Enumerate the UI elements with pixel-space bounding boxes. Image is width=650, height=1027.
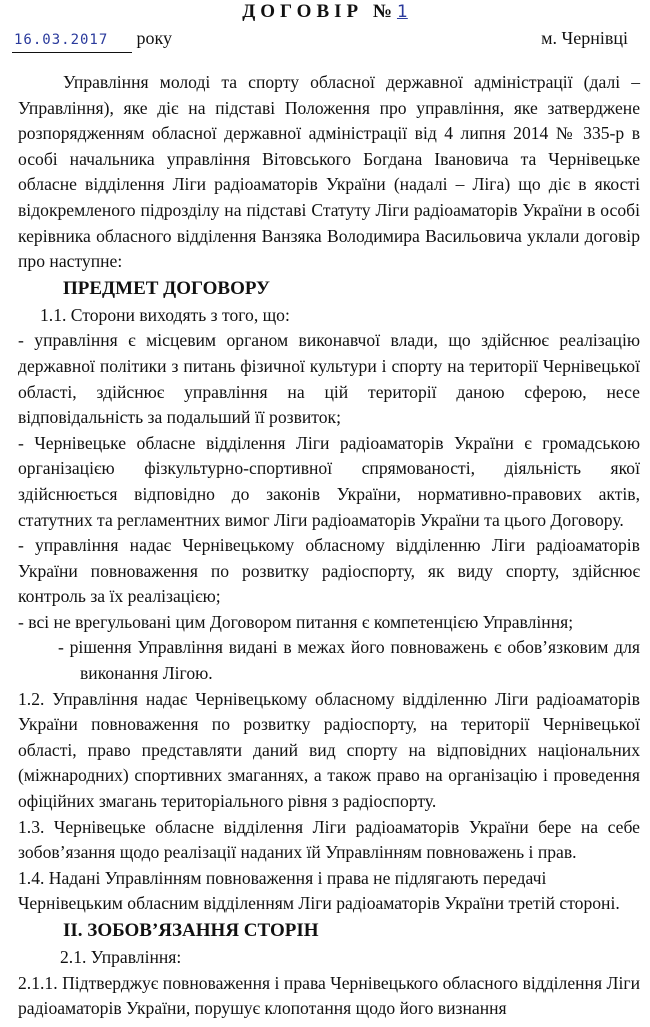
clause-1-4a: 1.4. Надані Управлінням повноваження і права не підлягають передачі [18, 867, 547, 888]
bullet-1: - управління є місцевим органом виконавчої влади, що здійснює реалізацію державної політики з питань фізичної культури і спорту на території Чернівецької області, здійснює управління на цій території даною сферою, несе відповідальність за подальший її розвиток; [18, 330, 640, 428]
document-title [0, 0, 650, 24]
clause-1-3: 1.3. Чернівецьке обласне відділення Ліги радіоаматорів України бере на себе зобов’язання щодо реалізації наданих їй Управлінням повноважень і прав. [18, 816, 640, 863]
clause-1-4b: Чернівецьким обласним відділенням Ліги радіоаматорів України третій стороні. [18, 893, 620, 914]
clause-2-1: 2.1. Управління: [60, 947, 182, 967]
bullet-3: - управління надає Чернівецькому обласному відділенню Ліги радіоаматорів України повноваження по розвитку радіоспорту, як виду спорту, здійснює контроль за їх реалізацією; [18, 535, 640, 607]
clause-1-1: 1.1. Сторони виходять з того, що: [40, 304, 290, 325]
section-2-heading: ІІ. ЗОБОВ’ЯЗАННЯ СТОРІН [63, 920, 319, 941]
clause-1-2: 1.2. Управління надає Чернівецькому обласному відділенню Ліги радіоаматорів України повноваження по розвитку радіоспорту, на території Чернівецької області, право представляти даний вид спорту на відповідних національних (міжнародних) спортивних змаганнях, а також право на організацію і проведення офіційних змагань територіального рівня з радіоспорту. [18, 688, 640, 812]
bullet-4: - всі не врегульовані цим Договором питання є компетенцією Управління; [18, 611, 574, 632]
date-line [12, 26, 172, 53]
date-suffix: року [136, 28, 172, 48]
city-label: м. Чернівці [541, 28, 628, 48]
document-body [18, 70, 640, 1022]
title-prefix: ДОГОВІР № [242, 1, 397, 22]
title-number-handwritten: 1 [396, 2, 408, 22]
date-handwritten: 16.03.2017 [12, 28, 132, 53]
intro-paragraph: Управління молоді та спорту обласної державної адміністрації (далі – Управління), яке діє на підставі Положення про управління, яке затверджене розпорядженням обласної державної адміністрації від 4 липня 2014 № 335-р в особі начальника управління Вітовського Богдана Івановича та Чернівецьке обласне відділення Ліги радіоаматорів України (надалі – Ліга) що діє в якості відокремленого підрозділу на підставі Статуту Ліги радіоаматорів України в особі керівника обласного відділення Ванзяка Володимира Васильовича уклали договір про наступне: [18, 72, 640, 272]
bullet-5: - рішення Управління видані в межах його повноважень є обов’язковим для виконання Лігою. [58, 637, 640, 684]
clause-2-1-1: 2.1.1. Підтверджує повноваження і права Чернівецького обласного відділення Ліги радіоаматорів України, порушує клопотання щодо його визнання [18, 972, 640, 1019]
section-1-heading: ПРЕДМЕТ ДОГОВОРУ [63, 277, 270, 299]
bullet-2: - Чернівецьке обласне відділення Ліги радіоаматорів України є громадською організацією фізкультурно-спортивної спрямованості, діяльність якої здійснюється відповідно до законів України, нормативно-правових актів, статутних та регламентних вимог Ліги радіоаматорів України та цього Договору. [18, 432, 640, 530]
